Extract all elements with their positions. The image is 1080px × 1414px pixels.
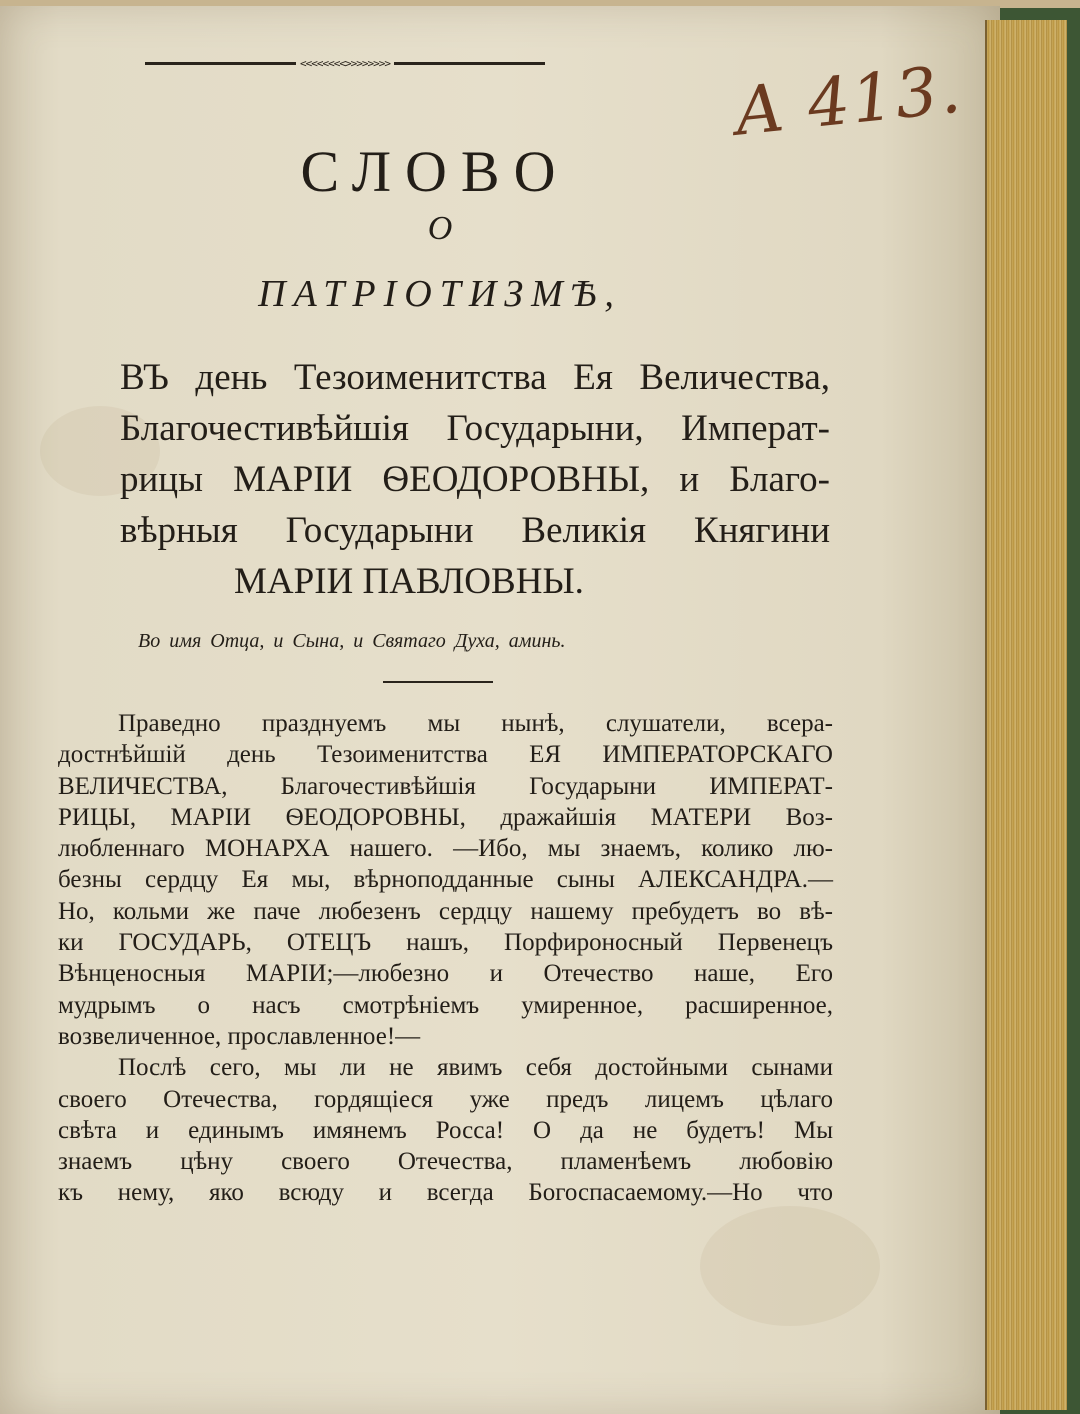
body-text [58,708,833,1209]
section-divider [383,681,493,683]
heading-line: вѣрныя Государыни Великiя Княгини [120,510,830,551]
ornament-rule-right [394,62,545,65]
heading-line: ВЪ день Тезоименитства Ея Величества, [120,357,830,398]
body-line: ВЕЛИЧЕСТВА, Благочестивѣйшiя Государыни ИМПЕРАТ- [58,772,833,800]
title-slovo: СЛОВО [300,139,570,204]
body-line: Послѣ сего, мы ли не явимъ себя достойными сынами [118,1054,833,1082]
invocation: Во имя Отца, и Сына, и Святаго Духа, аминь. [138,630,566,652]
header-ornament [145,58,545,68]
heading-line: Благочестивѣйшiя Государыни, Императ- [120,408,830,449]
body-line: Праведно празднуемъ мы нынѣ, слушатели, всера- [118,710,833,737]
handwritten-catalog-mark: A 413. [731,50,967,151]
heading-line: МАРIИ ПАВЛОВНЫ. [234,561,584,602]
body-line: Вѣнценосныя МАРIИ;—любезно и Отечество наше, Его [58,960,833,988]
body-line: Но, кольми же паче любезенъ сердцу нашему пребудетъ во вѣ- [58,897,833,925]
body-line: достнѣйшiй день Тезоименитства ЕЯ ИМПЕРАТОРСКАГО [58,741,833,769]
body-line: безны сердцу Ея мы, вѣрноподданные сыны АЛЕКСАНДРА.— [58,866,833,894]
body-line: любленнаго МОНАРХА нашего. —Ибо, мы знаемъ, колико лю- [58,835,833,863]
dedication-heading [120,352,830,607]
page-edges [985,20,1067,1410]
paper-stain [700,1206,880,1326]
title-patriotizm: ПАТРIОТИЗМѢ, [258,273,622,315]
title-o: О [427,210,453,247]
body-line: къ нему, яко всюду и всегда Богоспасаемому.—Но что [58,1179,833,1207]
body-line: знаемъ цѣну своего Отечества, пламенѣемъ любовiю [58,1148,833,1176]
body-line: свѣта и единымъ имянемъ Росса! О да не будетъ! Мы [58,1116,833,1144]
body-line: своего Отечества, гордящiеся уже предъ лицемъ цѣлаго [58,1085,833,1113]
ornament-arrows: <<<<<<<<>>>>>>>> [300,56,390,70]
body-line: возвеличенное, прославленное!— [58,1022,421,1050]
body-line: мудрымъ о насъ смотрѣнiемъ умиренное, расширенное, [58,991,833,1019]
body-line: РИЦЫ, МАРIИ ѲЕОДОРОВНЫ, дражайшiя МАТЕРИ Воз- [58,803,833,831]
heading-line: рицы МАРIИ ѲЕОДОРОВНЫ, и Благо- [120,459,830,500]
ornament-rule-left [145,62,296,65]
body-line: ки ГОСУДАРЬ, ОТЕЦЪ нашъ, Порфироносный Первенецъ [58,929,833,957]
